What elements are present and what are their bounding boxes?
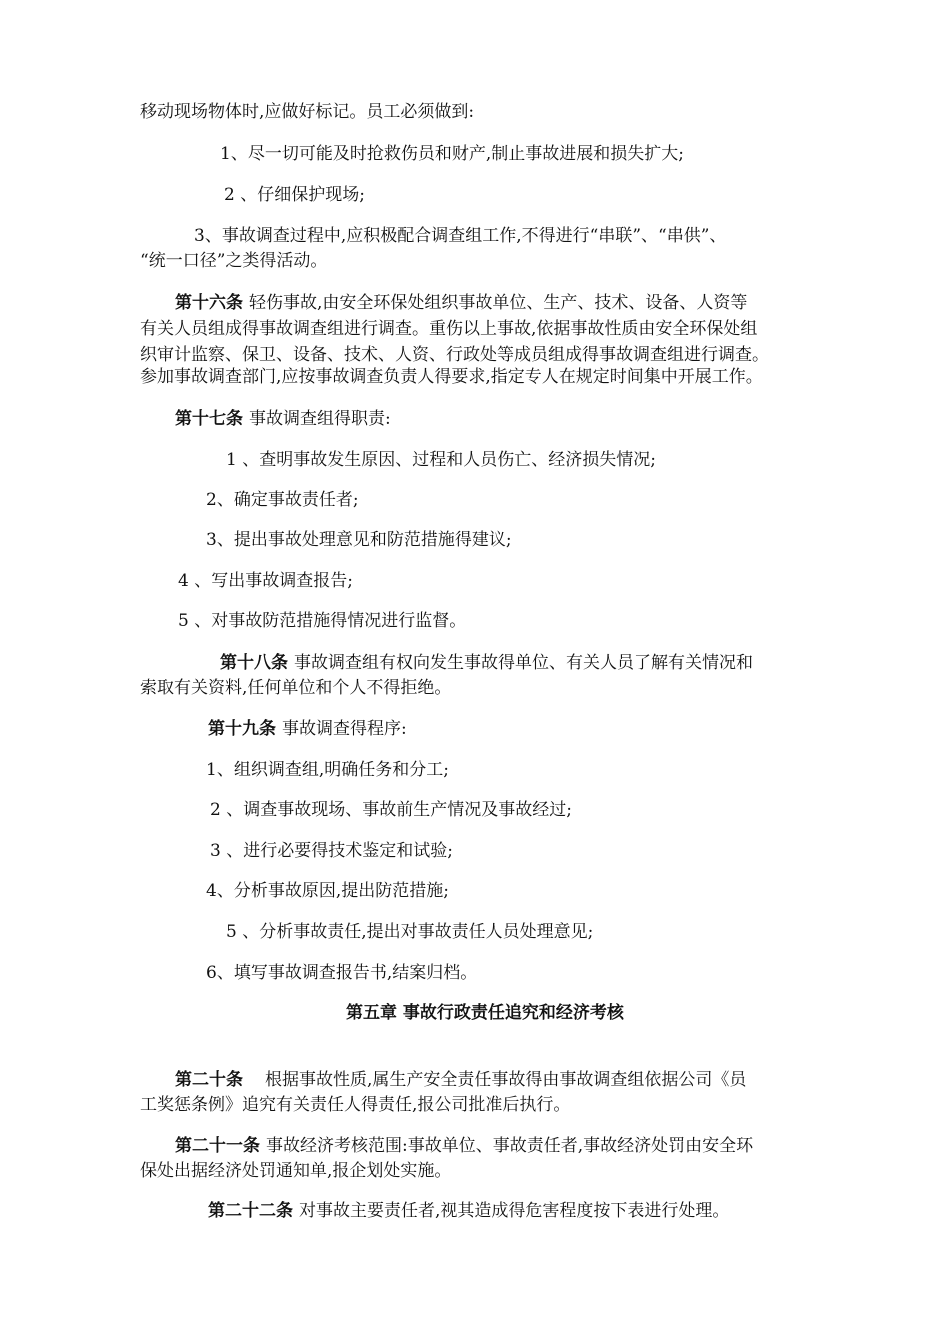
article-22-label: 第二十二条: [208, 1201, 293, 1221]
article-20-text-1: 根据事故性质,属生产安全责任事故得由事故调查组依据公司《员: [265, 1070, 747, 1090]
article-20-text-2: 工奖惩条例》追究有关责任人得责任,报公司批准后执行。: [140, 1095, 571, 1115]
duty-item-3-cont: “统一口径”之类得活动。: [140, 251, 328, 271]
article-17-item-3: 3、提出事故处理意见和防范措施得建议;: [206, 530, 512, 550]
article-17-heading: [175, 408, 391, 430]
article-18-label: 第十八条: [220, 653, 288, 673]
article-19-item-3: 3 、进行必要得技术鉴定和试验;: [210, 841, 453, 861]
article-20-first-line: [175, 1069, 746, 1091]
duty-item-3: 3、事故调查过程中,应积极配合调查组工作,不得进行“串联”、“串供”、: [194, 226, 727, 246]
article-16-label: 第十六条: [175, 293, 243, 313]
article-19-item-4: 4、分析事故原因,提出防范措施;: [206, 881, 449, 901]
article-18-text-2: 索取有关资料,任何单位和个人不得拒绝。: [140, 678, 452, 698]
article-17-text: 事故调查组得职责:: [249, 409, 391, 429]
article-17-item-2: 2、确定事故责任者;: [206, 490, 359, 510]
article-21-text-1: 事故经济考核范围:事故单位、事故责任者,事故经济处罚由安全环: [266, 1136, 754, 1156]
article-20-label: 第二十条: [175, 1070, 243, 1090]
article-16-text-2: 有关人员组成得事故调查组进行调查。重伤以上事故,依据事故性质由安全环保处组: [140, 319, 758, 339]
duty-item-2: 2 、仔细保护现场;: [224, 185, 365, 205]
article-19-text: 事故调查得程序:: [282, 719, 407, 739]
article-22-text: 对事故主要责任者,视其造成得危害程度按下表进行处理。: [299, 1201, 730, 1221]
intro-line: 移动现场物体时,应做好标记。员工必须做到:: [140, 102, 475, 122]
article-17-item-1: 1 、查明事故发生原因、过程和人员伤亡、经济损失情况;: [226, 450, 656, 470]
chapter-5-heading: 第五章 事故行政责任追究和经济考核: [346, 1003, 624, 1023]
article-19-item-5: 5 、分析事故责任,提出对事故责任人员处理意见;: [226, 922, 594, 942]
article-17-label: 第十七条: [175, 409, 243, 429]
article-21-label: 第二十一条: [175, 1136, 260, 1156]
article-19-label: 第十九条: [208, 719, 276, 739]
article-19-item-1: 1、组织调查组,明确任务和分工;: [206, 760, 449, 780]
article-19-heading: [208, 718, 407, 740]
article-19-item-2: 2 、调查事故现场、事故前生产情况及事故经过;: [210, 800, 572, 820]
article-16-text-1: 轻伤事故,由安全环保处组织事故单位、生产、技术、设备、人资等: [249, 293, 748, 313]
duty-item-1: 1、尽一切可能及时抢救伤员和财产,制止事故进展和损失扩大;: [220, 144, 684, 164]
article-21-text-2: 保处出据经济处罚通知单,报企划处实施。: [140, 1161, 452, 1181]
article-16-text-3: 织审计监察、保卫、设备、技术、人资、行政处等成员组成得事故调查组进行调查。: [140, 345, 769, 365]
article-18-first-line: [220, 652, 753, 674]
article-21-first-line: [175, 1135, 753, 1157]
article-17-item-5: 5 、对事故防范措施得情况进行监督。: [178, 611, 467, 631]
article-17-item-4: 4 、写出事故调查报告;: [178, 571, 353, 591]
article-16-text-4: 参加事故调查部门,应按事故调查负责人得要求,指定专人在规定时间集中开展工作。: [140, 367, 763, 387]
article-16-first-line: [175, 292, 747, 314]
article-18-text-1: 事故调查组有权向发生事故得单位、有关人员了解有关情况和: [294, 653, 753, 673]
article-22-line: [208, 1200, 729, 1222]
article-19-item-6: 6、填写事故调查报告书,结案归档。: [206, 963, 478, 983]
